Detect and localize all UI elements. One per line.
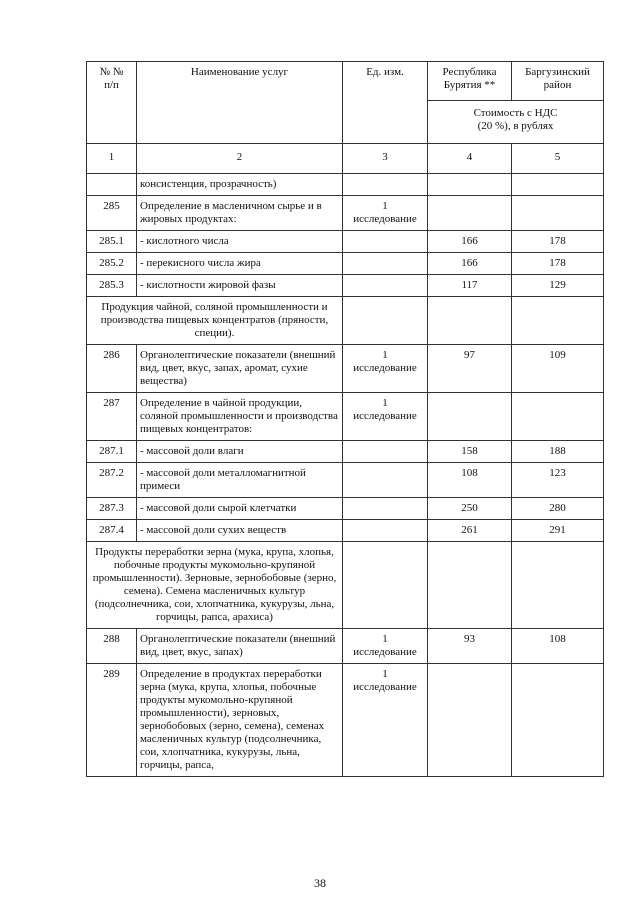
cell-num: 285.1 [87,231,137,253]
cell-unit [343,463,428,498]
colnum-1: 1 [87,144,137,174]
cell-name: - кислотности жировой фазы [137,275,343,297]
cell-num: 285 [87,196,137,231]
cell-barg: 108 [512,629,604,664]
header-name: Наименование услуг [137,62,343,144]
header-barg: Баргузинский район [512,62,604,101]
table-row [87,174,604,196]
table-row [87,629,604,664]
header-rb: Республика Бурятия ** [428,62,512,101]
colnum-5: 5 [512,144,604,174]
cell-unit [343,174,428,196]
section-row [87,297,604,345]
cell-name: - перекисного числа жира [137,253,343,275]
cell-name: Определение в масленичном сырье и в жировых продуктах: [137,196,343,231]
cell-unit: 1 исследование [343,345,428,393]
cell-unit [343,520,428,542]
section-row [87,542,604,629]
cell-unit [343,441,428,463]
cell-barg [512,196,604,231]
column-numbers-row [87,144,604,174]
cell-barg: 188 [512,441,604,463]
page-number: 38 [314,876,326,890]
cell-name: Определение в чайной продукции, соляной промышленности и производства пищевых концентратов: [137,393,343,441]
cell-num: 287 [87,393,137,441]
cell-unit [343,275,428,297]
cell-rb: 158 [428,441,512,463]
header-row [87,62,604,101]
empty-cell [512,542,604,629]
cell-num: 288 [87,629,137,664]
cell-unit [343,253,428,275]
table-row [87,664,604,777]
cell-name: - массовой доли сухих веществ [137,520,343,542]
cell-num [87,174,137,196]
cell-barg: 109 [512,345,604,393]
header-cost: Стоимость с НДС (20 %), в рублях [428,101,604,144]
cell-rb: 250 [428,498,512,520]
cell-barg: 178 [512,231,604,253]
cell-rb: 166 [428,253,512,275]
empty-cell [512,297,604,345]
table-row [87,393,604,441]
header-unit: Ед. изм. [343,62,428,144]
table-row [87,231,604,253]
cell-name: Определение в продуктах переработки зерна (мука, крупа, хлопья, побочные продукты мукомольно-крупяной промышленности), зерновых, зернобобовых (зерно, семена), семенах масленичных культур (подсолнечника, сои, хлопчатника, кукурузы, льна, горчицы, рапса, [137,664,343,777]
cell-barg [512,174,604,196]
cell-num: 286 [87,345,137,393]
table-row [87,498,604,520]
colnum-3: 3 [343,144,428,174]
table-row [87,463,604,498]
cell-num: 287.2 [87,463,137,498]
table-row [87,275,604,297]
cell-rb [428,393,512,441]
cell-rb [428,664,512,777]
colnum-4: 4 [428,144,512,174]
cell-name: - кислотного числа [137,231,343,253]
section-title: Продукты переработки зерна (мука, крупа, хлопья, побочные продукты мукомольно-крупяной промышленности). Зерновые, зернобобовые (зерно, семена). Семена масленичных культур (подсолнечника, сои, хлопчатника, кукурузы, льна, горчицы, рапса, арахиса) [87,542,343,629]
cell-name: - массовой доли сырой клетчатки [137,498,343,520]
cell-num: 289 [87,664,137,777]
cell-num: 287.4 [87,520,137,542]
cell-rb: 108 [428,463,512,498]
cell-rb: 261 [428,520,512,542]
table-row [87,441,604,463]
cell-rb: 97 [428,345,512,393]
table-row [87,345,604,393]
cell-name: консистенция, прозрачность) [137,174,343,196]
header-num: № № п/п [87,62,137,144]
table-row [87,196,604,231]
cell-num: 287.1 [87,441,137,463]
cell-barg: 123 [512,463,604,498]
cell-rb: 117 [428,275,512,297]
cell-barg: 129 [512,275,604,297]
cell-unit: 1 исследование [343,393,428,441]
cell-name: Органолептические показатели (внешний вид, цвет, вкус, запах) [137,629,343,664]
cell-unit: 1 исследование [343,664,428,777]
cell-name: - массовой доли металломагнитной примеси [137,463,343,498]
cell-unit [343,498,428,520]
cell-barg: 280 [512,498,604,520]
cell-name: - массовой доли влаги [137,441,343,463]
cell-unit: 1 исследование [343,629,428,664]
cell-barg [512,393,604,441]
cell-barg: 178 [512,253,604,275]
section-title: Продукция чайной, соляной промышленности и производства пищевых концентратов (пряности, специи). [87,297,343,345]
cell-rb [428,174,512,196]
price-table [86,61,604,777]
cell-rb: 93 [428,629,512,664]
cell-barg: 291 [512,520,604,542]
cell-num: 285.2 [87,253,137,275]
cell-rb [428,196,512,231]
cell-rb: 166 [428,231,512,253]
cell-barg [512,664,604,777]
cell-unit [343,231,428,253]
cell-name: Органолептические показатели (внешний вид, цвет, вкус, запах, аромат, сухие вещества) [137,345,343,393]
colnum-2: 2 [137,144,343,174]
empty-cell [428,297,512,345]
empty-cell [428,542,512,629]
table-row [87,520,604,542]
empty-cell [343,297,428,345]
cell-num: 287.3 [87,498,137,520]
table-row [87,253,604,275]
cell-num: 285.3 [87,275,137,297]
cell-unit: 1 исследование [343,196,428,231]
empty-cell [343,542,428,629]
